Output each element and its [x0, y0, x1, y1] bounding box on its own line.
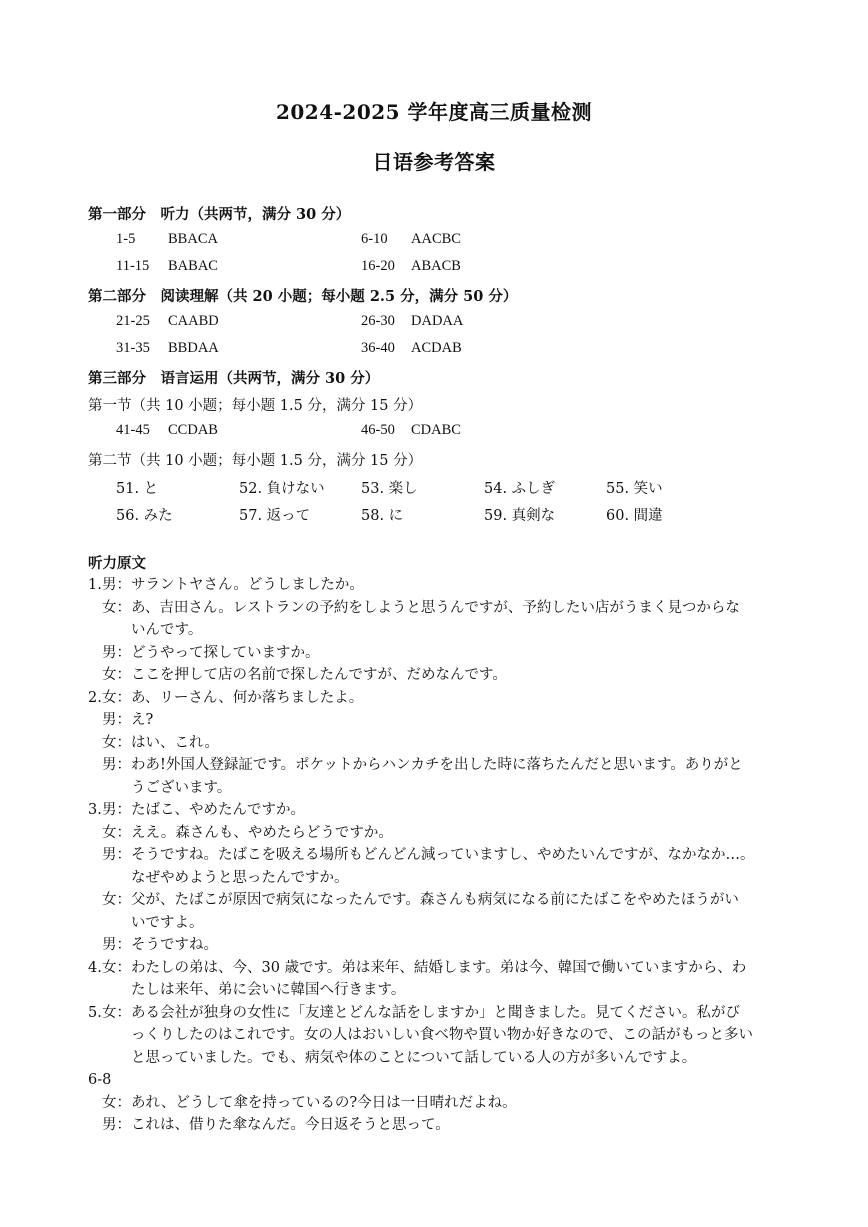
script-text: 父が、たばこが原因で病気になったんです。森さんも病気になる前にたばこをやめたほうがい	[131, 892, 739, 908]
document-subtitle: 日语参考答案	[372, 150, 496, 174]
script-text: うございます。	[131, 779, 232, 796]
answer-group	[361, 422, 461, 439]
script-text: いんです。	[131, 622, 203, 638]
script-text: これは、借りた傘なんだ。今日返そうと思って。	[131, 1117, 450, 1133]
speaker-label: 男：	[102, 847, 131, 863]
script-text: どうやって探していますか。	[131, 644, 320, 661]
answer-value: BBDAA	[168, 340, 219, 356]
script-text: そうですね。	[131, 937, 218, 953]
answer-group	[361, 313, 464, 330]
speaker-label: 男：	[102, 802, 131, 818]
answer-range: 46-50	[361, 422, 395, 438]
speaker-label: 女：	[102, 599, 131, 616]
script-text: え?	[131, 712, 154, 728]
speaker-label: 女：	[102, 959, 131, 976]
answer-group	[116, 313, 219, 330]
speaker-label: 女：	[102, 667, 131, 683]
answer-value: AACBC	[411, 231, 461, 247]
part3-section1-label: 第一节（共 10 小题；每小题 1.5 分，满分 15 分）	[88, 398, 423, 414]
word-answer: 54. ふしぎ	[484, 481, 556, 497]
speaker-label: 男：	[102, 712, 131, 728]
answer-value: CDABC	[411, 422, 461, 438]
answer-range: 21-25	[116, 313, 150, 329]
question-number: 4.	[88, 959, 102, 976]
script-text: はい、これ。	[131, 734, 219, 751]
answer-group	[116, 258, 218, 275]
script-text: あ、リーさん、何か落ちましたよ。	[131, 689, 364, 706]
word-answer: 60. 間違	[606, 508, 663, 524]
question-number: 6-8	[88, 1072, 112, 1088]
word-answer: 57. 返って	[239, 508, 311, 524]
speaker-label: 男：	[102, 1117, 131, 1133]
answer-range: 41-45	[116, 422, 150, 438]
document-title: 2024-2025 学年度高三质量检测	[275, 100, 593, 124]
speaker-label: 女：	[102, 892, 131, 908]
word-answer: 58. に	[361, 508, 404, 524]
answer-range: 26-30	[361, 313, 395, 329]
script-text: あれ、どうして傘を持っているの?今日は一日晴れだよね。	[131, 1094, 517, 1111]
script-text: そうですね。たばこを吸える場所もどんどん減っていますし、やめたいんですが、なかなか…。	[131, 847, 755, 863]
answer-group	[116, 422, 218, 439]
answer-range: 11-15	[116, 258, 150, 274]
speaker-label: 女：	[102, 824, 131, 841]
script-text: わあ!外国人登録証です。ポケットからハンカチを出した時に落ちたんだと思います。ありがと	[131, 757, 743, 773]
script-text: と思っていました。でも、病気や体のことについて話している人の方が多いんですよ。	[131, 1049, 697, 1066]
script-text: ええ。森さんも、やめたらどうですか。	[131, 824, 393, 841]
answer-group	[116, 340, 219, 357]
answer-value: BBACA	[168, 231, 218, 247]
question-number: 3.	[88, 802, 102, 818]
script-text: っくりしたのはこれです。女の人はおいしい食べ物や買い物か好きなので、この話がもっと多い	[131, 1027, 754, 1043]
word-answer: 55. 笑い	[606, 481, 663, 497]
answer-value: ABACB	[411, 258, 461, 274]
speaker-label: 女：	[102, 734, 131, 751]
answer-range: 36-40	[361, 340, 395, 356]
script-text: ここを押して店の名前で探したんですが、だめなんです。	[131, 667, 507, 683]
question-number: 1.	[88, 577, 102, 593]
answer-value: CAABD	[168, 313, 219, 329]
script-text: なぜやめようと思ったんですか。	[131, 869, 349, 886]
script-text: ある会社が独身の女性に「友達とどんな話をしますか」と聞きました。見てください。私がび	[131, 1004, 740, 1021]
answer-group	[361, 340, 462, 357]
answer-value: ACDAB	[411, 340, 462, 356]
answer-value: CCDAB	[168, 422, 218, 438]
part3-heading: 第三部分 语言运用（共两节，满分 30 分）	[88, 370, 380, 387]
answer-value: BABAC	[168, 258, 218, 274]
word-answer: 51. と	[116, 481, 159, 497]
word-answer: 52. 負けない	[239, 481, 325, 497]
script-text: わたしの弟は、今、30 歳です。弟は来年、結婚します。弟は今、韓国で働いていますから、わ	[131, 959, 747, 976]
speaker-label: 女：	[102, 1094, 131, 1111]
answer-range: 1-5	[116, 231, 136, 247]
word-answer: 59. 真剣な	[484, 508, 556, 524]
part2-heading: 第二部分 阅读理解（共 20 小题；每小题 2.5 分，满分 50 分）	[88, 288, 518, 305]
speaker-label: 男：	[102, 937, 131, 953]
answer-value: DADAA	[411, 313, 464, 329]
answer-range: 31-35	[116, 340, 150, 356]
script-text: あ、吉田さん。レストランの予約をしようと思うんですが、予約したい店がうまく見つからな	[131, 599, 740, 616]
question-number: 5.	[88, 1004, 102, 1021]
speaker-label: 女：	[102, 689, 131, 706]
speaker-label: 男：	[102, 577, 131, 593]
word-answer: 56. みた	[116, 508, 173, 524]
answer-group	[361, 231, 461, 248]
script-text: たしは来年、弟に会いに韓国へ行きます。	[131, 982, 406, 998]
part1-heading: 第一部分 听力（共两节，满分 30 分）	[88, 206, 351, 223]
word-answer: 53. 楽し	[361, 481, 418, 497]
script-text: たばこ、やめたんですか。	[131, 802, 305, 818]
answer-range: 16-20	[361, 258, 395, 274]
answer-group	[116, 231, 218, 248]
speaker-label: 男：	[102, 644, 131, 661]
part3-section2-label: 第二节（共 10 小题；每小题 1.5 分，满分 15 分）	[88, 453, 423, 469]
speaker-label: 男：	[102, 757, 131, 773]
question-number: 2.	[88, 689, 102, 706]
listening-script-heading: 听力原文	[88, 555, 146, 572]
answer-group	[361, 258, 461, 275]
script-text: いですよ。	[131, 914, 204, 931]
speaker-label: 女：	[102, 1004, 131, 1021]
answer-range: 6-10	[361, 231, 388, 247]
script-text: サラントヤさん。どうしましたか。	[131, 577, 364, 593]
